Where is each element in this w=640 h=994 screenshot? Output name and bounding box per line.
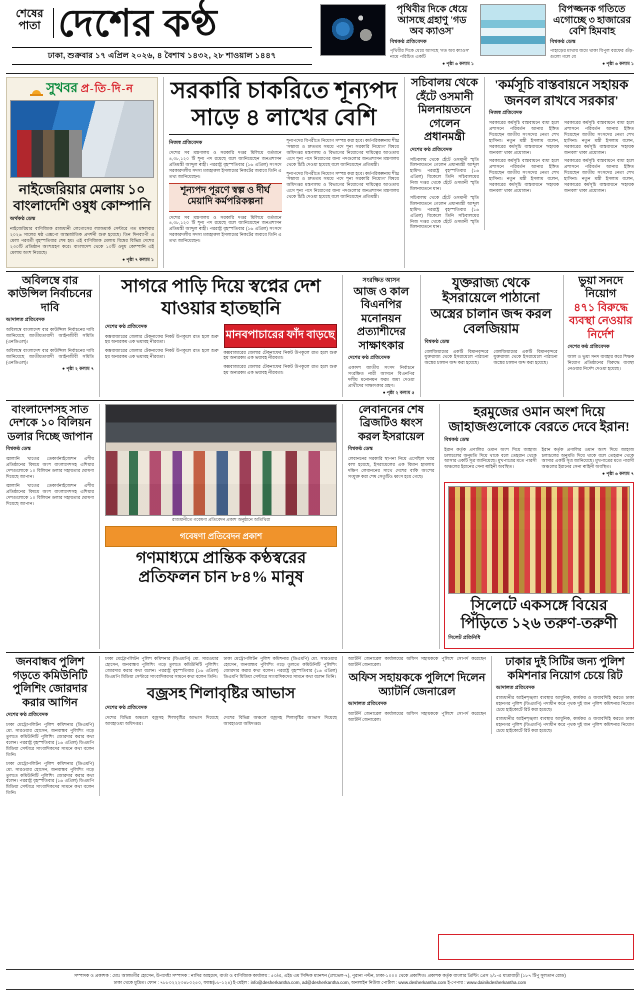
sylhet-wedding-story[interactable]: [444, 482, 634, 649]
belgium-body-b: বেলজিয়ামের একটি বিমানবন্দরে যুক্তরাজ্য থেকে ইসরায়েলে পাঠানো অস্ত্রের চালান জব্দ করা হয়েছে।: [493, 348, 558, 366]
mass-wedding-photo: [448, 486, 630, 594]
band-sea-right: [342, 275, 634, 397]
lead-body-left-cont: দেশের সব মন্ত্রণালয় ও সরকারি দপ্তর মিলিয়ে বর্তমানে ৪,৩৮,১২০ টি শূন্য পদ রয়েছে বলে জানিয়েছেন জনপ্রশাসন প্রতিমন্ত্রী আব্দুল ৰাহী। পররাষ্ট্র বৃহস্পতিবার (১৬ এপ্রিল) সংসদে সরকারদলীয় সদস্য মজহারুল ইসলামের নিকটের জবাবে তিনি এ তথ্য জানিয়েছেন।: [169, 214, 282, 244]
japan-headline: বাংলাদেশসহ সাত দেশকে ১০ বিলিয়ন ডলার দিচ্ছে জাপান: [7, 403, 93, 443]
attorney-headline: অফিস সহায়ককে পুলিশে দিলেন অ্যাটর্নি জেনারেল: [348, 672, 486, 698]
bar-council-headline: অবিলম্বে বার কাউন্সিল নির্বাচনের দাবি: [7, 274, 93, 314]
community-police-body: ঢাকা মেট্রোপলিটন পুলিশ কমিশনার (ডিএমপি) মো. সারওয়ার হোসেন, জনবান্ধব পুলিশিং গড়ে তুলতে কমিউনিটি পুলিশিং জোরদার করার কথা বলেন। পররাষ্ট্র বৃহস্পতিবার (১৬ এপ্রিল) ডিএমপি মিডিয়া সেন্টারে সাংবাদিকদের সামনে কথা বলেন তিনি।: [6, 722, 94, 757]
top-teasers: [320, 4, 634, 68]
hormuz-body-b: ইরান কর্তৃক প্রণালির ওমান অংশ দিয়ে জাহাজ চলাচলের অনুমতি দিয়ে থাকে বলে তেহরান থেকে আসার একটি সূত্র জানিয়েছে। মুখপাত্রের মতে পারসী অঞ্চলের ইরানের সেনা ৰাহিনী অবস্থিত।: [541, 446, 634, 470]
secretariat-headline: সচিবালয় থেকে হেঁটে ওসমানী মিলনায়তনে গেলেন প্রধানমন্ত্রী: [411, 77, 478, 143]
dhaka-writ-body: রাজধানীর আইনশৃঙ্খলা ব্যবস্থার আধুনিক, কার্যকর ও জবাবদিহি করতে ঢাকা মহানগর পুলিশ (ডিএমপি) পদাধীন করে পৃথক দুই জন পুলিশ কমিশনার নিয়োগ চেয়ে হাইকোর্টে রিট করা হয়েছে।: [496, 695, 634, 713]
footer-imprint: [6, 969, 634, 990]
bnp-headline: আজ ও কাল বিএনপির মনোনয়ন প্রত্যাশীদের সাক্ষাৎকার: [353, 285, 409, 352]
fake-cert-headline-1: ভুয়া সনদে নিয়োগ: [578, 274, 624, 301]
teaser-glacier[interactable]: [480, 4, 634, 68]
hormuz-story[interactable]: [439, 404, 634, 650]
glacier-photo: [480, 4, 546, 56]
bar-council-body: অবিলম্বে বাংলাদেশ বার কাউন্সিল নির্বাচনের দাবি জানিয়েছে জাতীয়তাবাদী আইনজীবী সমিতি (এনডিএল)।: [6, 327, 94, 344]
jonbol-headline: 'কর্মসূচি বাস্তবায়নে সহায়ক জনবল রাখবে সরকার': [494, 77, 629, 108]
human-trafficking-red-bar: মানবপাচারের ফাঁদ বাড়ছে: [224, 324, 338, 348]
community-police-byline: দেশের কণ্ঠ প্রতিবেদক: [6, 712, 48, 719]
sylhet-headline: সিলেটে একসঙ্গে বিয়ের পিঁড়িতে ১২৬ তরুণ-তরুণী: [460, 598, 618, 633]
lead-col-1: [169, 138, 282, 244]
band-photo: [6, 404, 634, 650]
sea-body-b: কক্সবাজারের জেলার টেকনাফের নিকট উপকূলে রাত হলে শুরু হয় অন্যরকম এক ভয়াবহ নীরবতা।: [105, 348, 219, 360]
community-police-story[interactable]: [6, 656, 94, 796]
dhaka-writ-body-b: রাজধানীর আইনশৃঙ্খলা ব্যবস্থার আধুনিক, কার্যকর ও জবাবদিহি করতে ঢাকা মহানগর পুলিশ (ডিএমপি) পদাধীন করে পৃথক দুই জন পুলিশ কমিশনার নিয়োগ চেয়ে হাইকোর্টে রিট করা হয়েছে।: [496, 716, 634, 733]
fake-certificate-story[interactable]: [563, 275, 635, 397]
belgium-headline: যুক্তরাজ্য থেকে ইসরায়েলে পাঠানো অস্ত্রের চালান জব্দ করল বেলজিয়াম: [430, 274, 552, 337]
jonbol-body-cont: সরকারের কর্মসূচি বাস্তবায়নে বাধা হলে প্রশাসনে পরিবর্তন আনার ইঙ্গিত দিয়েছেন জাতীয় সংসদের নেতা শেখ হাসিনা। নতুন মন্ত্রী ইসলাম বলেন, সরকারের কর্মসূচি বাস্তবায়নে 'সহায়ক জনবল' থাকা প্রয়োজন।: [564, 120, 634, 155]
lead-col-2: [287, 138, 400, 244]
masthead-divider: [6, 73, 634, 74]
sukhobor-body: নাইজেরিয়ার বাণিজ্যিক রাজধানী লেগোসের ল্যান্ডমার্ক সেন্টারে গত মঙ্গলবার ২০২৬ সালের ষষ্ঠ এক্সপো আন্তর্জাতিক প্রদর্শনী শুরু হয়েছে। তিন দিনব্যাপী এ মেলা পরবর্তী বৃহস্পতিবার শেষ হয়। এই বাণিজ্যিক মেলায় বিশ্বের বিভিন্ন দেশের ২৩০টি প্রতিষ্ঠান অংশগ্রহণ করে। বাংলাদেশ থেকে ১০টি ওষুধ কোম্পানি এই মেলায় অংশ নিয়েছে।: [10, 226, 154, 255]
secretariat-body: সচিবালয় থেকে হেঁটে ওসমানী স্মৃতি মিলনায়তনে গেলেন প্রধানমন্ত্রী আব্দুল হামিদ। পররাষ্ট্র বৃহস্পতিবার (১৬ এপ্রিল) বিকেলে তিনি সচিবালয়ের নিজ দপ্তর থেকে হেঁটে ওসমানী স্মৃতি মিলনায়তনে যান।: [410, 156, 480, 192]
media-research-story[interactable]: [99, 404, 337, 650]
lead-kicker-box: শূন্যপদ পূরণে স্বল্প ও দীর্ঘ মেয়াদি কর্মপরিকল্পনা: [169, 183, 282, 212]
trade-fair-booth-photo: [10, 100, 154, 178]
sea-byline: দেশের কণ্ঠ প্রতিবেদক: [105, 323, 147, 330]
advertisement-box[interactable]: [438, 934, 634, 960]
page-title: দেশের কণ্ঠ: [58, 3, 218, 45]
lead-body-right-cont: শূন্যপদের বিপরীতে নিয়োগ সম্পন্ন করা হবে। কর্মপরিকল্পনায় শীঘ্র 'সম্ভাব্য ও দ্রুততম সময়ে পদে শূন্য সরকারি নিয়োগ' বিষয়ে অধিদপ্তর মন্ত্রণালয় ও বিভাগের নিয়োগের দায়িত্বের আওতায় এসে শূন্য পদে নিয়োগের জন্য পদগুলোর জনপ্রশাসন মন্ত্রণালয় থেকে চিঠি দেওয়া হয়েছে বলে জানিয়েছেন প্রতিমন্ত্রী।: [286, 170, 399, 200]
lead-byline: নিজস্ব প্রতিবেদক: [169, 140, 203, 146]
masthead: [6, 4, 634, 70]
teaser-byline: বিশ্বকণ্ঠ ডেস্ক: [550, 39, 576, 45]
lead-body-right: শূন্যপদের বিপরীতে নিয়োগ সম্পন্ন করা হবে। কর্মপরিকল্পনায় শীঘ্র 'সম্ভাব্য ও দ্রুততম সময়ে পদে শূন্য সরকারি নিয়োগ' বিষয়ে অধিদপ্তর মন্ত্রণালয় ও বিভাগের নিয়োগের দায়িত্বের আওতায় এসে শূন্য পদে নিয়োগের জন্য পদগুলোর জনপ্রশাসন মন্ত্রণালয় থেকে চিঠি দেওয়া হয়েছে বলে জানিয়েছেন প্রতিমন্ত্রী।: [286, 138, 399, 167]
sukhobor-headline: নাইজেরিয়ার মেলায় ১০ বাংলাদেশি ওষুধ কোম্পানি: [13, 182, 151, 213]
lebanon-byline: বিশ্বকণ্ঠ ডেস্ক: [348, 446, 373, 453]
dhaka-writ-story[interactable]: [491, 656, 634, 733]
dhaka-writ-byline: আদালত প্রতিবেদক: [496, 685, 535, 692]
sea-body-c: কক্সবাজারের জেলার টেকনাফের নিকট উপকূলে রাত হলে শুরু হয় অন্যরকম এক ভয়াবহ নীরবতা।: [223, 349, 337, 361]
lebanon-story[interactable]: [348, 404, 434, 650]
hail-body-pre: ঢাকা মেট্রোপলিটন পুলিশ কমিশনার (ডিএমপি) মো. সারওয়ার হোসেন, জনবান্ধব পুলিশিং গড়ে তুলতে কমিউনিটি পুলিশিং জোরদার করার কথা বলেন। পররাষ্ট্র বৃহস্পতিবার (১৬ এপ্রিল) ডিএমপি মিডিয়া সেন্টারে সাংবাদিকদের সামনে কথা বলেন তিনি।: [105, 656, 219, 679]
book-launch-panel-photo: [105, 404, 337, 516]
secretariat-body-cont: সচিবালয় থেকে হেঁটে ওসমানী স্মৃতি মিলনায়তনে গেলেন প্রধানমন্ত্রী আব্দুল হামিদ। পররাষ্ট্র বৃহস্পতিবার (১৬ এপ্রিল) বিকেলে তিনি সচিবালয়ের নিজ দপ্তর থেকে হেঁটে ওসমানী স্মৃতি মিলনায়তনে যান।: [410, 194, 480, 230]
band1-divider: [6, 271, 634, 272]
attorney-byline: আদালত প্রতিবেদক: [348, 701, 387, 708]
hail-body-pre-b: ঢাকা মেট্রোপলিটন পুলিশ কমিশনার (ডিএমপি) মো. সারওয়ার হোসেন, জনবান্ধব পুলিশিং গড়ে তুলতে কমিউনিটি পুলিশিং জোরদার করার কথা বলেন। পররাষ্ট্র বৃহস্পতিবার (১৬ এপ্রিল) ডিএমপি মিডিয়া সেন্টারে সাংবাদিকদের সামনে কথা বলেন তিনি।: [223, 656, 337, 679]
fake-cert-body: জাল ও ভুয়া সনদ ব্যবহার করে শিক্ষক নিয়োগ প্রতিষ্ঠানের বিরুদ্ধে ব্যবস্থা নেওয়ার নির্দেশ দেওয়া হয়েছে।: [567, 354, 634, 371]
japan-story[interactable]: [6, 404, 94, 650]
sea-body: কক্সবাজারের জেলার টেকনাফের নিকট উপকূলে রাত হলে শুরু হয় অন্যরকম এক ভয়াবহ নীরবতা।: [105, 333, 219, 345]
teaser-headline: পৃথিবীর দিকে ধেয়ে আসছে গ্রহাণু 'গড অব ক্যাওস': [396, 4, 468, 37]
hail-forecast-byline: দেশের কণ্ঠ প্রতিবেদক: [105, 704, 147, 711]
bar-council-body-cont: অবিলম্বে বাংলাদেশ বার কাউন্সিল নির্বাচনের দাবি জানিয়েছে জাতীয়তাবাদী আইনজীবী সমিতি (এনডিএল)।: [6, 347, 94, 365]
hormuz-body: ইরান কর্তৃক প্রণালির ওমান অংশ দিয়ে জাহাজ চলাচলের অনুমতি দিয়ে থাকে বলে তেহরান থেকে আসার একটি সূত্র জানিয়েছে। মুখপাত্রের মতে পারসী অঞ্চলের ইরানের সেনা ৰাহিনী অবস্থিত।: [444, 446, 537, 470]
asteroid-earth-photo: [320, 4, 386, 56]
band-bottom: [6, 656, 634, 796]
hormuz-headline: হরমুজের ওমান অংশ দিয়ে জাহাজগুলোকে বেরতে দেবে ইরান!: [448, 403, 630, 435]
band3-divider: [6, 652, 634, 653]
secretariat-byline: দেশের কণ্ঠ প্রতিবেদক: [410, 146, 452, 153]
page-reference: ● পৃষ্ঠা ৬ কলাম ৭: [602, 471, 634, 477]
bar-council-story[interactable]: [6, 275, 94, 397]
hail-forecast-headline: বজ্রসহ শিলাবৃষ্টির আভাস: [146, 685, 296, 702]
bnp-byline: দেশের কণ্ঠ প্রতিবেদক: [348, 355, 390, 362]
sukhobor-banner: [10, 81, 154, 97]
corner-tag: শেষের পাতা: [10, 8, 54, 38]
bnp-story[interactable]: [348, 275, 415, 397]
page-reference: ● পৃষ্ঠা ২ কলাম ৫: [382, 389, 415, 395]
belgium-byline: বিশ্বকণ্ঠ ডেস্ক: [424, 338, 450, 345]
attorney-body: অ্যাটর্নি জেনারেল কার্যালয়ের অফিস সহায়ককে পুলিশে সোপর্দ করেছেন অ্যাটর্নি জেনারেল।: [348, 711, 486, 722]
secretariat-story[interactable]: [410, 77, 479, 230]
attorney-story[interactable]: [348, 656, 486, 733]
band-sea: [6, 275, 634, 397]
sea-body-d: কক্সবাজারের জেলার টেকনাফের নিকট উপকূলে রাত হলে শুরু হয় অন্যরকম এক ভয়াবহ নীরবতা।: [223, 364, 337, 376]
jonbol-story[interactable]: [484, 77, 634, 230]
teaser-byline: বিশ্বকণ্ঠ প্রতিবেদক: [390, 39, 427, 45]
sea-headline: সাগরে পাড়ি দিয়ে স্বপ্নের দেশ যাওয়ার হাতছানি: [121, 275, 321, 318]
band2-divider: [6, 400, 634, 401]
lebanon-headline: লেবাননের শেষ ব্রিজটিও ধ্বংস করল ইসরায়েল: [358, 403, 425, 443]
sylhet-byline: সিলেট প্রতিনিধি: [448, 635, 481, 642]
footer-line-1: সম্পাদক ও প্রকাশক : মোঃ আলমগীর হোসেন, উপদেষ্টা সম্পাদক : নাসির আহমেদ, বার্তা ও বাণিজ্যিক কার্যালয় : ৫০/এ, এইচ এম সিদ্দিক ম্যানশন (লেভেল-৭), পুরানা পল্টন, ঢাকা-১০০০ থেকে প্রকাশিত। প্রকাশক কর্তৃক বাংলার প্রিন্টিং প্রেস ২/১-এ যাত্রাবাড়ী (১৮৭ টিপু সুলতান রোড): [74, 973, 566, 979]
bar-council-byline: আদালত প্রতিবেদক: [6, 317, 45, 324]
jonbol-byline: নিজস্ব প্রতিবেদক: [489, 110, 523, 116]
japan-body-b: জ্বালানি খাতের ডেকার্বনাইজেশন এশীয় প্রতিষ্ঠানের বিষয়ে অংশ বাংলাদেশসহ এশিয়ার দেশগুলোকে ১০ বিলিয়ন ডলার সহায়তার ঘোষণা দিয়েছে জাপান।: [6, 482, 94, 506]
sukhobor-byline: অর্থকণ্ঠ ডেস্ক: [10, 216, 36, 222]
attorney-pre: অ্যাটর্নি জেনারেল কার্যালয়ের অফিস সহায়ককে পুলিশে সোপর্দ করেছেন অ্যাটর্নি জেনারেল।: [348, 656, 486, 668]
page-reference: ● পৃষ্ঠা ৬ কলাম ১: [602, 61, 634, 66]
sukhobor-brand-green: সুখবর: [46, 79, 78, 95]
sukhobor-brand-red: প্র-তি-দি-ন: [80, 82, 134, 95]
research-kicker: গবেষণা প্রতিবেদন প্রকাশ: [105, 526, 337, 547]
photo-caption: রাজধানীতে গবেষণা প্রতিবেদন প্রকাশ অনুষ্ঠানে অতিথিরা: [171, 517, 271, 523]
bnp-kicker: সংরক্ষিত আসন: [362, 277, 400, 284]
teaser-body: পাহাড়ের মাথায় জমে থাকা বিপুল বরফের গুঁড়-গুলো গলে যে: [550, 48, 634, 59]
dhaka-writ-headline: ঢাকার দুই সিটির জন্য পুলিশ কমিশনার নিয়োগ চেয়ে রিট: [505, 656, 625, 682]
teaser-body: পৃথিবীর দিকে ধেয়ে আসছে 'গড অব ক্যাওস' নামে পরিচিত একটি: [390, 48, 470, 59]
band-bottom-mid: [99, 656, 337, 796]
community-police-headline: জনবান্ধব পুলিশ গড়তে কমিউনিটি পুলিশিং জোরদার করার আগিন: [12, 656, 88, 709]
page-reference: ● পৃষ্ঠা ৬ কলাম ১: [442, 61, 474, 66]
page-reference: ● পৃষ্ঠা ৭ কলাম ১: [122, 256, 154, 262]
belgium-story[interactable]: [420, 275, 558, 397]
fake-cert-headline-red: ৪৭১ বিরুদ্ধে ব্যবস্থা নেওয়ার নির্দেশ: [568, 301, 633, 341]
jonbol-body-c: সরকারের কর্মসূচি বাস্তবায়নে বাধা হলে প্রশাসনে পরিবর্তন আনার ইঙ্গিত দিয়েছেন জাতীয় সংসদের নেতা শেখ হাসিনা। নতুন মন্ত্রী ইসলাম বলেন, সরকারের কর্মসূচি বাস্তবায়নে 'সহায়ক জনবল' থাকা প্রয়োজন।: [489, 158, 560, 193]
hail-body: দেশের বিভিন্ন অঞ্চলে বজ্রসহ শিলাবৃষ্টির আভাস দিয়েছে আবহাওয়া অধিদপ্তর।: [105, 714, 219, 726]
japan-body: জ্বালানি খাতের ডেকার্বনাইজেশন এশীয় প্রতিষ্ঠানের বিষয়ে অংশ বাংলাদেশসহ এশিয়ার দেশগুলোকে ১০ বিলিয়ন ডলার সহায়তার ঘোষণা দিয়েছে জাপান।: [6, 456, 94, 479]
belgium-body: বেলজিয়ামের একটি বিমানবন্দরে যুক্তরাজ্য থেকে ইসরায়েলে পাঠানো অস্ত্রের চালান জব্দ করা হয়েছে।: [424, 348, 489, 366]
hormuz-byline: বিশ্বকণ্ঠ ডেস্ক: [444, 436, 469, 443]
band-top-right: [404, 77, 634, 268]
jonbol-body: সরকারের কর্মসূচি বাস্তবায়নে বাধা হলে প্রশাসনে পরিবর্তন আনার ইঙ্গিত দিয়েছেন জাতীয় সংসদের নেতা শেখ হাসিনা। নতুন মন্ত্রী ইসলাম বলেন, সরকারের কর্মসূচি বাস্তবায়নে 'সহায়ক জনবল' থাকা প্রয়োজন।: [489, 120, 560, 155]
masthead-left: [6, 4, 320, 65]
sukhobor-protidin-box[interactable]: [6, 77, 158, 268]
lebanon-body: লেবাননের সরকারি স্থাপনা নিয়ে এসেছিল খবর বলা হয়েছে, ইসরায়েলের এক বিমান হামলায় দক্ষিণ লেবাননের সাথে দেশের বাকি অংশের সংযুক্ত করা শেষ সেতুটিও ধ্বংস হয়ে গেছে।: [348, 456, 435, 479]
lead-story[interactable]: [163, 77, 399, 268]
bnp-body: একাদশ জাতীয় সংসদ নির্বাচনে সংরক্ষিত নারী আসনে বিএনপির দলীয় মনোনয়ন ফরম জমা দেওয়া প্রার্থীদের সাক্ষাৎকার গ্রহণ।: [348, 365, 415, 388]
lead-headline: সরকারি চাকরিতে শূন্যপদ সাড়ে ৪ লাখের বেশি: [170, 78, 398, 130]
dateline: ঢাকা, শুক্রবার ১৭ এপ্রিল ২০২৬, ৪ বৈশাখ ১৪৩২, ২৮ শাওয়াল ১৪৪৭: [12, 47, 312, 65]
media-research-headline: গণমাধ্যমে প্রান্তিক কণ্ঠস্বরের প্রতিফলন চান ৮৪% মানুষ: [135, 550, 307, 587]
footer-line-2: ঢাকা থেকে মুদ্রিত। ফোন : ৭৮৮০২২২৩৪৮০২৫০, ফ্যাক্স(৮৮-১২৪) ই-মেইল : info@desherkantha.com, ad@desherkantha.com, অনলাইন নিউজ পোর্টাল : www.desherkantha.com ই-পেপার : www.dainikdesherkantha.com: [113, 979, 527, 985]
japan-byline: বিশ্বকণ্ঠ ডেস্ক: [6, 446, 31, 453]
band-bottom-right: [342, 656, 634, 796]
sea-story[interactable]: [99, 275, 337, 397]
jonbol-body-d: সরকারের কর্মসূচি বাস্তবায়নে বাধা হলে প্রশাসনে পরিবর্তন আনার ইঙ্গিত দিয়েছেন জাতীয় সংসদের নেতা শেখ হাসিনা। নতুন মন্ত্রী ইসলাম বলেন, সরকারের কর্মসূচি বাস্তবায়নে 'সহায়ক জনবল' থাকা প্রয়োজন।: [564, 158, 634, 193]
community-police-body-b: ঢাকা মেট্রোপলিটন পুলিশ কমিশনার (ডিএমপি) মো. সারওয়ার হোসেন, জনবান্ধব পুলিশিং গড়ে তুলতে কমিউনিটি পুলিশিং জোরদার করার কথা বলেন। পররাষ্ট্র বৃহস্পতিবার (১৬ এপ্রিল) ডিএমপি মিডিয়া সেন্টারে সাংবাদিকদের সামনে কথা বলেন তিনি।: [6, 760, 94, 796]
hail-body-b: দেশের বিভিন্ন অঞ্চলে বজ্রসহ শিলাবৃষ্টির আভাস দিয়েছে আবহাওয়া অধিদপ্তর।: [223, 714, 337, 726]
band-photo-right: [342, 404, 634, 650]
fake-cert-byline: দেশের কণ্ঠ প্রতিবেদক: [567, 344, 610, 351]
page-reference: ● পৃষ্ঠা ২ কলাম ৭: [62, 366, 94, 372]
teaser-headline: বিপজ্জনক গতিতে এগোচ্ছে ৩ হাজারের বেশি হিমবাহ: [553, 4, 631, 37]
lead-body-left: দেশের সব মন্ত্রণালয় ও সরকারি দপ্তর মিলিয়ে বর্তমানে ৪,৩৮,১২০ টি শূন্য পদ রয়েছে বলে জানিয়েছেন জনপ্রশাসন প্রতিমন্ত্রী আব্দুল ৰাহী। পররাষ্ট্র বৃহস্পতিবার (১৬ এপ্রিল) সংসদে সরকারদলীয় সদস্য মজহারুল ইসলামের নিকটের জবাবে তিনি এ তথ্য জানিয়েছেন।: [169, 150, 282, 179]
teaser-asteroid[interactable]: [320, 4, 474, 68]
sun-icon: [30, 83, 43, 96]
band-top: [6, 77, 634, 268]
